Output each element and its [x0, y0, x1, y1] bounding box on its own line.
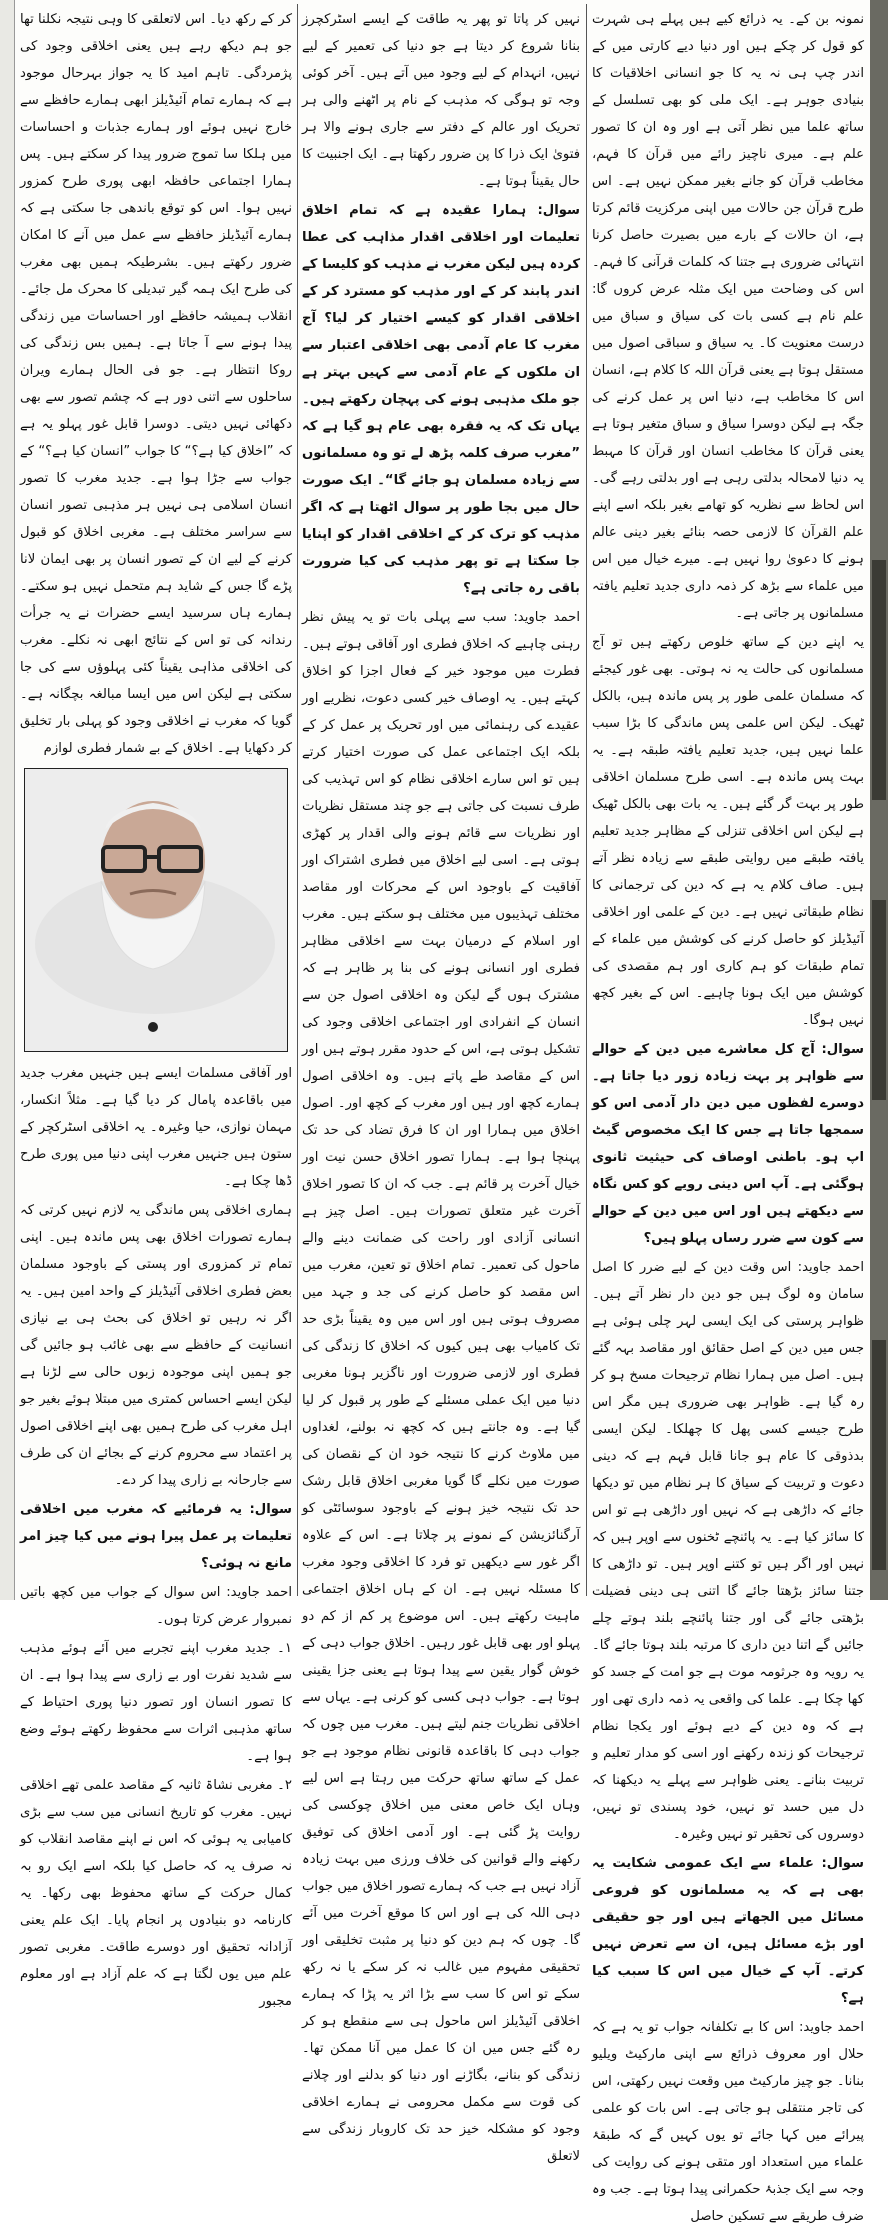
- paragraph: ہماری اخلاقی پس ماندگی یہ لازم نہیں کرتی کہ ہمارے تصورات اخلاق بھی پس ماندہ ہیں۔ اپنی تمام تر کمزوری اور پستی کے باوجود مسلمان بعض فطری اخلاقی آئیڈیلز کے واحد امین ہیں۔ یہ اگر نہ رہیں تو اخلاق کی بحث ہی بے نیازی انسانیت کے حافظے سے بھی غائب ہو جائیں گی جو ہمیں اپنی موجودہ زبوں حالی سے لڑنا ہے لیکن ایسے احساس کمتری میں مبتلا ہوئے بغیر جو اہل مغرب کی طرح ہمیں بھی اپنے اخلاقی اصول پر اعتماد سے محروم کرنے کے بجائے ان کی طرف سے جارحانہ بے زاری پیدا کر دے۔: [20, 1203, 292, 1488]
- interview-answer: احمد جاوید: اس وقت دین کے لیے ضرر کا اصل سامان وہ لوگ ہیں جو دین دار نظر آتے ہیں۔ ظواہر پرستی کی ایک ایسی لہر چلی ہوئی ہے جس میں دین کے اصل حقائق اور مقاصد بہہ گئے ہیں۔ اصل میں ہمارا نظام ترجیحات مسخ ہو کر رہ گیا ہے۔ ظواہر بھی ضروری ہیں مگر اس طرح جیسے کسی پھل کا چھلکا۔ لیکن ایسی بدذوقی کا عام ہو جانا قابل فہم ہے کہ دینی دعوت و تربیت کے سیاق کا ہر نظام میں تو دیکھا جائے کہ داڑھی ہے کہ نہیں اور داڑھی ہے تو اس کا سائز کیا ہے۔ یہ پائنچے ٹخنوں سے اوپر ہیں کہ نہیں اور اگر ہیں تو کتنے اوپر ہیں۔ تو داڑھی کا جتنا سائز بڑھتا جائے گا اتنی ہی دینی فضیلت بڑھتی جائے گی اور جتنا پائنچے بلند ہوتے چلے جائیں گے اتنا دین داری کا مرتبہ بلند ہوتا جائے گا۔ یہ رویہ وہ جرثومہ موت ہے جو امت کے جسد کو کھا چکا ہے۔ علما کی واقعی یہ ذمہ داری تھی اور ہے کہ وہ دین کے دیے ہوئے اور یکجا نظام ترجیحات کو زندہ رکھنے اور اسی کو مدار تعلیم و تربیت بنانے۔ یعنی ظواہر سے پہلے یہ دیکھنا کہ دل میں حسد تو نہیں، خود پسندی تو نہیں، دوسروں کی تحقیر تو نہیں وغیرہ۔: [592, 1260, 864, 1842]
- interview-answer: احمد جاوید: اس سوال کے جواب میں کچھ باتیں نمبروار عرض کرتا ہوں۔: [20, 1585, 292, 1627]
- interview-answer: احمد جاوید: اس کا بے تکلفانہ جواب تو یہ ہے کہ حلال اور معروف ذرائع سے اپنی مارکیٹ ویلیو بنانا۔ جو چیز مارکیٹ میں وقعت نہیں رکھتی، اس کی تاجر منتقلی ہو جاتی ہے۔ اس بات کو علمی پیرائے میں کہا جائے تو یوں کہیں گے کہ طبقۂ علماء میں استعداد اور متقی ہونے کی روایت کی وجہ سے ایک جذبۂ حکمرانی پیدا ہوتا ہے۔ جب وہ ضرف طریقے سے تسکین حاصل: [592, 2020, 864, 2224]
- column-rule-right: [586, 4, 587, 1596]
- paragraph: نمونہ بن کے۔ یہ ذرائع کیے ہیں پہلے ہی شہرت کو قول کر چکے ہیں اور دنیا دیے کارتی میں کے اندر چپ ہی نہ یہ کا جو انسانی اخلاقیات کا بنیادی جوہر ہے۔ ایک ملی کو بھی تسلسل کے ساتھ علما میں نظر آتی ہے اور وہ ان کا تصور علم ہے۔ میری ناچیز رائے میں قرآن کا فہم، مخاطب قرآن کو جانے بغیر ممکن نہیں ہے۔ اس طرح قرآن جن حالات میں اپنی مرکزیت قائم کرتا ہے، ان حالات کے بارے میں بصیرت حاصل کرنا انتہائی ضروری ہے جتنا کہ کلمات قرآنی کا فہم۔ اس کی وضاحت میں ایک مثلہ عرض کروں گا: علم نام ہے کسی بات کی سیاق و سباق میں درست معنویت کا۔ یہ سیاق و سباقی اصول میں مستقل ہوتا ہے یعنی قرآن اللہ کا کلام ہے، انسان اس کا مخاطب ہے، دنیا اس پر عمل کرنے کی جگہ ہے لیکن دوسرا سیاق و سباق متغیر ہوتا ہے یعنی قرآن کا مخاطب انسان اور قرآن کا مہبط یہ دنیا لامحالہ بدلتی رہی ہے اور بدلتی رہے گی۔ اس لحاظ سے نظریہ کو تھامے بغیر بلکہ اسے اپنے علم القرآن کا لازمی حصہ بنائے بغیر دینی عالم ہونے کا دعویٰ روا نہیں ہے۔ میرے خیال میں اس میں علماء سے بڑھ کر ذمہ داری جدید تعلیم یافتہ مسلمانوں پر جاتی ہے۔: [592, 12, 864, 621]
- right-page-edge: [870, 0, 888, 1600]
- left-page-edge: [0, 0, 15, 1600]
- paragraph: نہیں کر پاتا تو پھر یہ طاقت کے ایسے اسٹرکچرز بنانا شروع کر دیتا ہے جو دنیا کی تعمیر کے لیے نہیں، انہدام کے لیے وجود میں آتے ہیں۔ آخر کوئی وجہ تو ہوگی کہ مذہب کے نام پر اٹھنے والی ہر تحریک اور عالم کے دفتر سے جاری ہونے والا ہر فتویٰ ایک ذرا کا پن ضرور رکھتا ہے۔ ایک اجنبیت کا حال یقیناً ہوتا ہے۔: [302, 12, 580, 189]
- interview-question: سوال: علماء سے ایک عمومی شکایت یہ بھی ہے کہ یہ مسلمانوں کو فروعی مسائل میں الجھاتے ہیں اور جو حقیقی اور بڑے مسائل ہیں، ان سے تعرض نہیں کرتے۔ آپ کے خیال میں اس کا سبب کیا ہے؟: [592, 1856, 864, 2006]
- portrait-photo: [24, 768, 288, 1052]
- article-column-right: [592, 6, 864, 2224]
- paragraph: اور آفاقی مسلمات ایسے ہیں جنہیں مغرب جدید میں باقاعدہ پامال کر دیا گیا ہے۔ مثلاً انکسار، مہمان نوازی، حیا وغیرہ۔ یہ اخلاقی اسٹرکچر کے ستون ہیں جنہیں مغرب اپنی دنیا میں پوری طرح ڈھا چکا ہے۔: [20, 1066, 292, 1189]
- interview-question: سوال: ہمارا عقیدہ ہے کہ تمام اخلاق تعلیمات اور اخلاقی اقدار مذاہب کی عطا کردہ ہیں لیکن مغرب نے مذہب کو کلیسا کے اندر پابند کر کے اور مذہب کو مسترد کر کے اخلاقی اقدار کو کیسے اختیار کر لیا؟ آج مغرب کا عام آدمی بھی اخلاقی اعتبار سے ان ملکوں کے عام آدمی سے کہیں بہتر ہے جو ملک مذہبی ہونے کی پہچان رکھتے ہیں۔ یہاں تک کہ یہ فقرہ بھی عام ہو گیا ہے کہ ”مغرب صرف کلمہ پڑھ لے تو وہ مسلمانوں سے زیادہ مسلمان ہو جائے گا“۔ ایک صورت حال میں بجا طور پر سوال اٹھتا ہے کہ اگر مذہب کو ترک کر کے اخلاقی اقدار کو اپنایا جا سکتا ہے تو پھر مذہب کی کیا ضرورت باقی رہ جاتی ہے؟: [302, 203, 580, 596]
- paragraph: یہ اپنے دین کے ساتھ خلوص رکھتے ہیں تو آج مسلمانوں کی حالت یہ نہ ہوتی۔ بھی غور کیجئے کہ مسلمان علمی طور پر پس ماندہ ہیں، بالکل ٹھیک۔ لیکن اس علمی پس ماندگی کا بڑا سبب علما نہیں ہیں، جدید تعلیم یافتہ طبقہ ہے۔ یہ بہت پس ماندہ ہے۔ اسی طرح مسلمان اخلاقی طور پر بہت گر گئے ہیں۔ یہ بات بھی بالکل ٹھیک ہے لیکن اس اخلاقی تنزلی کے مظاہر جدید تعلیم یافتہ طبقے میں روایتی طبقے سے زیادہ نظر آتے ہیں۔ صاف کلام یہ ہے کہ دین کی ترجمانی کا نظام طبقاتی نہیں ہے۔ دین کے علمی اور اخلاقی آئیڈیلز کو حاصل کرنے کی کوشش میں علماء کے تمام طبقات کو ہم کاری اور ہم مقصدی کی کوشش میں ایک ہونا چاہیے۔ اس کے بغیر کچھ نہیں ہوگا۔: [592, 635, 864, 1028]
- interview-question: سوال: یہ فرمائیے کہ مغرب میں اخلاقی تعلیمات پر عمل پیرا ہونے میں کیا چیز امر مانع نہ ہوئی؟: [20, 1502, 292, 1571]
- paragraph: کر کے رکھ دیا۔ اس لاتعلقی کا وہی نتیجہ نکلنا تھا جو ہم دیکھ رہے ہیں یعنی اخلاقی وجود کی پژمردگی۔ تاہم امید کا یہ جواز بہرحال موجود ہے کہ ہمارے تمام آئیڈیلز ابھی ہمارے حافظے سے خارج نہیں ہوئے اور ہمارے جذبات و احساسات میں ہلکا سا تموج ضرور پیدا کر سکتے ہیں۔ پس ہمارا اجتماعی حافظہ ابھی پوری طرح کمزور نہیں ہوا۔ اس کو توقع باندھی جا سکتی ہے کہ ہمارے آئیڈیلز حافظے سے عمل میں آنے کا امکان ضرور رکھتے ہیں۔ بشرطیکہ ہمیں بھی مغرب کی طرح ایک ہمہ گیر تبدیلی کا محرک مل جائے۔ انقلاب ہمیشہ حافظے اور احساسات میں زندگی پیدا ہونے سے آ جاتا ہے۔ ہمیں بس زندگی کی روکا انتظار ہے۔ جو فی الحال ہمارے ویران ساحلوں سے اتنی دور ہے کہ چشم تصور سے بھی دکھائی نہیں دیتی۔ دوسرا قابل غور پہلو یہ ہے کہ ”اخلاق کیا ہے؟“ کا جواب ”انسان کیا ہے؟“ کے جواب سے جڑا ہوا ہے۔ جدید مغرب کا تصور انسان اسلامی ہی نہیں ہر مذہبی تصور انسان سے سراسر مختلف ہے۔ مغربی اخلاق کو قبول کرنے کے لیے ان کے تصور انسان پر بھی ایمان لانا پڑے گا جس کے شاید ہم متحمل نہیں ہو سکتے۔ ہمارے ہاں سرسید ایسے حضرات نے یہ جرأت رندانہ کی تو اس کے نتائج ابھی نہ نکلے۔ مغرب کی اخلاقی مذاہی یقیناً کئی پہلوؤں سے کی جا سکتی ہے لیکن اس میں ایسا مبالغہ بچگانہ ہے۔ گویا کہ مغرب نے اخلاقی وجود کو پہلی بار تخلیق کر دکھایا ہے۔ اخلاق کے بے شمار فطری لوازم: [20, 12, 292, 756]
- numbered-point: ۱۔ جدید مغرب اپنے تجربے میں آئے ہوئے مذہب سے شدید نفرت اور بے زاری سے پیدا ہوا ہے۔ ان کا تصور انسان اور تصور دنیا پوری احتیاط کے ساتھ مذہبی اثرات سے محفوظ رکھتے ہوئے وضع ہوا ہے۔: [20, 1641, 292, 1764]
- column-rule-left: [297, 4, 298, 1596]
- article-column-left: [20, 6, 292, 2009]
- interview-question: سوال: آج کل معاشرے میں دین کے حوالے سے ظواہر پر بہت زیادہ زور دیا جاتا ہے۔ دوسرے لفظوں میں دین دار آدمی اس کو سمجھا جاتا ہے جس کا ایک مخصوص گیٹ اپ ہو۔ باطنی اوصاف کی حیثیت ثانوی ہوگئی ہے۔ آپ اس دینی رویے کو کس نگاہ سے دیکھتے ہیں اور اس میں دین کے حوالے سے کون سے ضرر رساں پہلو ہیں؟: [592, 1042, 864, 1246]
- numbered-point: ۲۔ مغربی نشاۃ ثانیہ کے مقاصد علمی تھے اخلاقی نہیں۔ مغرب کو تاریخ انسانی میں سب سے بڑی کامیابی یہ ہوئی کہ اس نے اپنے مقاصد انقلاب کو نہ صرف یہ کہ حاصل کیا بلکہ اسے ایک رو بہ کمال حرکت کے ساتھ محفوظ بھی رکھا۔ یہ کارنامہ دو بنیادوں پر انجام پایا۔ ایک علم یعنی آزادانہ تحقیق اور دوسرے طاقت۔ مغربی تصور علم میں یوں لگتا ہے کہ علم آزاد ہے اور معلوم مجبور: [20, 1778, 292, 2009]
- interview-answer: احمد جاوید: سب سے پہلی بات تو یہ پیش نظر رہنی چاہیے کہ اخلاق فطری اور آفاقی ہوتے ہیں۔ فطرت میں موجود خیر کے فعال اجزا کو اخلاق کہتے ہیں۔ یہ اوصاف خیر کسی دعوت، نظریے اور عقیدے کی رہنمائی میں اور تحریک پر عمل کر کے بلکہ ایک اجتماعی عمل کی صورت اختیار کرتے ہیں تو اس سارے اخلاقی نظام کو اس تہذیب کی طرف نسبت کی جاتی ہے جو چند مستقل نظریات اور نظریات سے قائم ہونے والی اقدار پر کھڑی ہوتی ہے۔ اسی لیے اخلاق میں فطری اشتراک اور آفاقیت کے باوجود اس کے محرکات اور مقاصد مختلف تہذیبوں میں مختلف ہو سکتے ہیں۔ مغرب اور اسلام کے درمیان بہت سے اخلاقی مظاہر فطری اور انسانی ہونے کی بنا پر ظاہر ہے کہ مشترک ہوں گے لیکن وہ اخلاقی اصول جن سے انسان کے انفرادی اور اجتماعی اخلاقی وجود کی تشکیل ہوتی ہے، اس کے حدود مقرر ہوتے ہیں اور اس کے مقاصد طے پاتے ہیں۔ وہ اخلاقی اصول ہمارے کچھ اور ہیں اور مغرب کے کچھ اور۔ اصول اخلاق میں ہمارا اور ان کا فرق تضاد کی حد تک پہنچا ہوا ہے۔ ہمارا تصور اخلاق حسن نیت اور خیال آخرت پر قائم ہے۔ جب کہ ان کا تصور اخلاق آخرت غیر متعلق تصورات ہیں۔ اصل چیز ہے انسانی آزادی اور راحت کی ضمانت دینے والے ماحول کی تعمیر۔ تمام اخلاق تو تعین، مغرب میں اس مقصد کو حاصل کرنے کی جد و جہد میں مصروف ہوتی ہیں اور اس میں وہ یقیناً بڑی حد تک کامیاب بھی ہیں کیوں کہ اخلاق کا زندگی کی فطری اور لازمی ضرورت اور ناگزیر ہونا مغربی دنیا میں ایک عملی مسئلے کے طور پر قبول کر لیا گیا ہے۔ وہ جانتے ہیں کہ کچھ نہ بولنے، لغداوں میں ملاوٹ کرنے کا نتیجہ خود ان کے نقصان کی صورت میں نکلے گا گویا مغربی اخلاق قابل رشک حد تک نتیجہ خیز ہونے کے باوجود سوسائٹی کو آرگنائزیشن کے نمونے پر چلاتا ہے۔ اس کے علاوہ اگر غور سے دیکھیں تو فرد کا اخلاقی وجود مغرب کا مسئلہ نہیں ہے۔ ان کے ہاں اخلاق اجتماعی ماہیت رکھتے ہیں۔ اس موضوع پر کم از کم دو پہلو اور بھی قابل غور رہیں۔ اخلاق جواب دہی کے خوش گوار یقین سے پیدا ہوتا ہے یعنی جزا یقینی ہوتا ہے۔ جواب دہی کسی کو کرنی ہے۔ یہاں سے اخلاقی نظریات جنم لیتے ہیں۔ مغرب میں چوں کہ جواب دہی کا باقاعدہ قانونی نظام موجود ہے جو عمل کے ساتھ ساتھ حرکت میں رہتا ہے اس لیے وہاں ایک خاص معنی میں اخلاق چوکسی کی روایت پڑ گئی ہے۔ اور آدمی اخلاق کی توفیق رکھنے والے قوانین کی خلاف ورزی میں بہت زیادہ آزاد نہیں ہے جب کہ ہمارے تصور اخلاق میں جواب دہی اللہ کی ہے اور اس کا موقع آخرت میں آئے گا۔ چوں کہ ہم دین کو دنیا پر مثبت تخلیقی اور تحقیقی مفہوم میں غالب نہ کر سکے یا نہ رکھ سکے تو اس کا سب سے بڑا اثر یہ پڑا کہ ہمارے اخلاقی آئیڈیلز اس ماحول ہی سے منقطع ہو کر رہ گئے جس میں ان کا عمل میں آنا ممکن تھا۔ زندگی کو بنانے، بگاڑنے اور دنیا کو بدلنے اور چلانے کی قوت سے مکمل محرومی نے ہمارے اخلاقی وجود کو مشکلہ خیز حد تک کاروبار زندگی سے لاتعلق: [302, 610, 580, 2164]
- article-column-middle: [302, 6, 580, 2164]
- portrait-image: [25, 769, 287, 1051]
